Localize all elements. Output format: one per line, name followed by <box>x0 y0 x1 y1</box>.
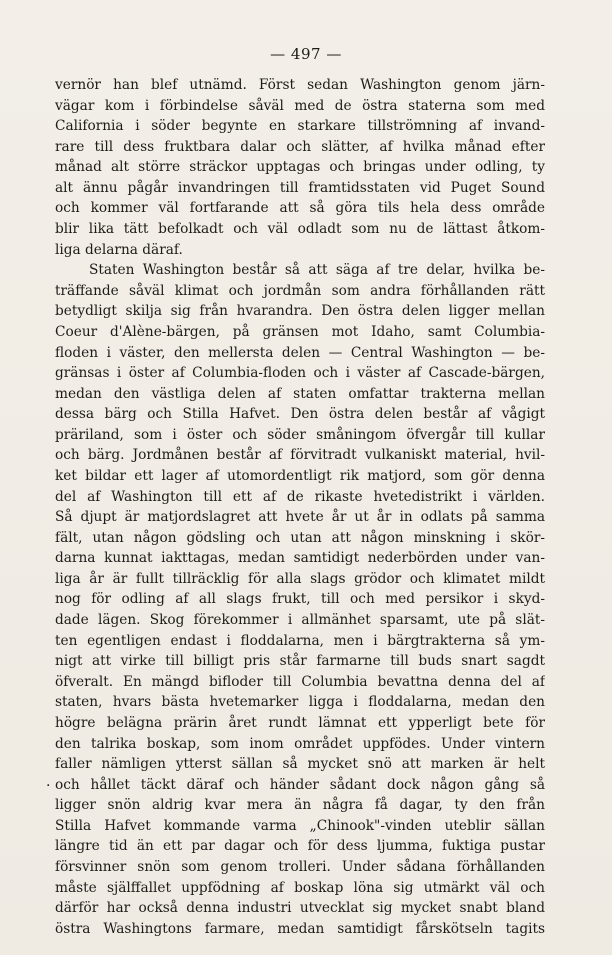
page-number: — 497 — <box>270 45 342 63</box>
text-line: betydligt skilja sig från hvarandra. Den östra delen ligger mellan <box>55 303 545 320</box>
text-line: därför har också denna industri utvecklat sig mycket snabt bland <box>55 900 545 917</box>
text-line: längre tid än ett par dagar och för dess ljumma, fuktiga pustar <box>55 838 545 855</box>
text-line: försvinner snön som genom trolleri. Under sådana förhållanden <box>55 858 545 875</box>
text-line: gränsas i öster af Columbia-floden och i väster af Cascade-bärgen, <box>55 365 545 382</box>
text-line: blir lika tätt befolkadt och väl odladt som nu de lättast åtkom- <box>55 221 545 238</box>
text-line: högre belägna prärin året rundt lämnat ett ypperligt bete för <box>55 714 545 731</box>
text-line: Stilla Hafvet kommande varma „Chinook"-vinden uteblir sällan <box>55 817 545 834</box>
text-line: nog för odling af all slags frukt, till och med persikor i skyd- <box>55 591 545 608</box>
margin-mark: . <box>46 774 51 790</box>
text-line: öfveralt. En mängd bifloder till Columbia bevattna denna del af <box>55 673 545 690</box>
text-line: liga år är fullt tillräcklig för alla slags grödor och klimatet mildt <box>55 570 545 587</box>
text-line: liga delarna däraf. <box>55 241 183 258</box>
text-line: medan den västliga delen af staten omfattar trakterna mellan <box>55 385 545 402</box>
text-line: Coeur d'Alène-bärgen, på gränsen mot Idaho, samt Columbia- <box>55 323 545 340</box>
text-line: rare till dess fruktbara dalar och slätter, af hvilka månad efter <box>55 138 545 155</box>
text-line: och hållet täckt däraf och händer sådant dock någon gång så <box>55 776 545 793</box>
text-line: faller nämligen ytterst sällan så mycket snö att marken är helt <box>55 756 545 773</box>
text-line: fält, utan någon gödsling och utan att någon minskning i skör- <box>55 529 545 546</box>
text-line: och kommer väl fortfarande att så göra tils hela dess område <box>55 200 545 217</box>
text-line: del af Washington till ett af de rikaste hvetedistrikt i världen. <box>55 488 545 505</box>
text-line: darna kunnat iakttagas, medan samtidigt nederbörden under van- <box>55 550 545 567</box>
text-line: ket bildar ett lager af utomordentligt rik matjord, som gör denna <box>55 467 545 484</box>
text-line: alt ännu pågår invandringen till framtidsstaten vid Puget Sound <box>55 179 545 196</box>
text-line: dessa bärg och Stilla Hafvet. Den östra delen består af vågigt <box>55 406 545 423</box>
body-text <box>55 75 545 939</box>
text-line: staten, hvars bästa hvetemarker ligga i floddalarna, medan den <box>55 694 545 711</box>
text-line: träffande såväl klimat och jordmån som andra förhållanden rätt <box>55 282 545 299</box>
text-line: präriland, som i öster och söder småningom öfvergår till kullar <box>55 426 545 443</box>
text-line: ligger snön aldrig kvar mera än några få dagar, ty den från <box>55 797 545 814</box>
text-line: floden i väster, den mellersta delen — Central Washington — be- <box>55 344 545 361</box>
text-line: måste själffallet uppfödning af boskap löna sig utmärkt väl och <box>55 879 545 896</box>
text-line: nigt att virke till billigt pris står farmarne till buds snart sagdt <box>55 653 545 670</box>
text-line: California i söder begynte en starkare tillströmning af invand- <box>55 118 545 135</box>
text-line: östra Washingtons farmare, medan samtidigt fårskötseln tagits <box>55 920 545 937</box>
text-line: vernör han blef utnämd. Först sedan Washington genom järn- <box>55 77 545 93</box>
text-line: Staten Washington består så att säga af tre delar, hvilka be- <box>89 262 545 279</box>
text-line: månad alt större sträckor upptagas och bringas under odling, ty <box>55 159 545 176</box>
text-line: ten egentligen endast i floddalarna, men i bärgtrakterna så ym- <box>55 632 545 649</box>
text-line: vägar kom i förbindelse såväl med de östra staterna som med <box>55 97 545 114</box>
text-line: och bärg. Jordmånen består af förvitradt vulkaniskt material, hvil- <box>55 447 545 464</box>
text-line: den talrika boskap, som inom området uppfödes. Under vintern <box>55 735 545 752</box>
text-line: dade lägen. Skog förekommer i allmänhet sparsamt, ute på slät- <box>55 612 545 629</box>
text-line: Så djupt är matjordslagret att hvete år ut år in odlats på samma <box>55 509 545 526</box>
